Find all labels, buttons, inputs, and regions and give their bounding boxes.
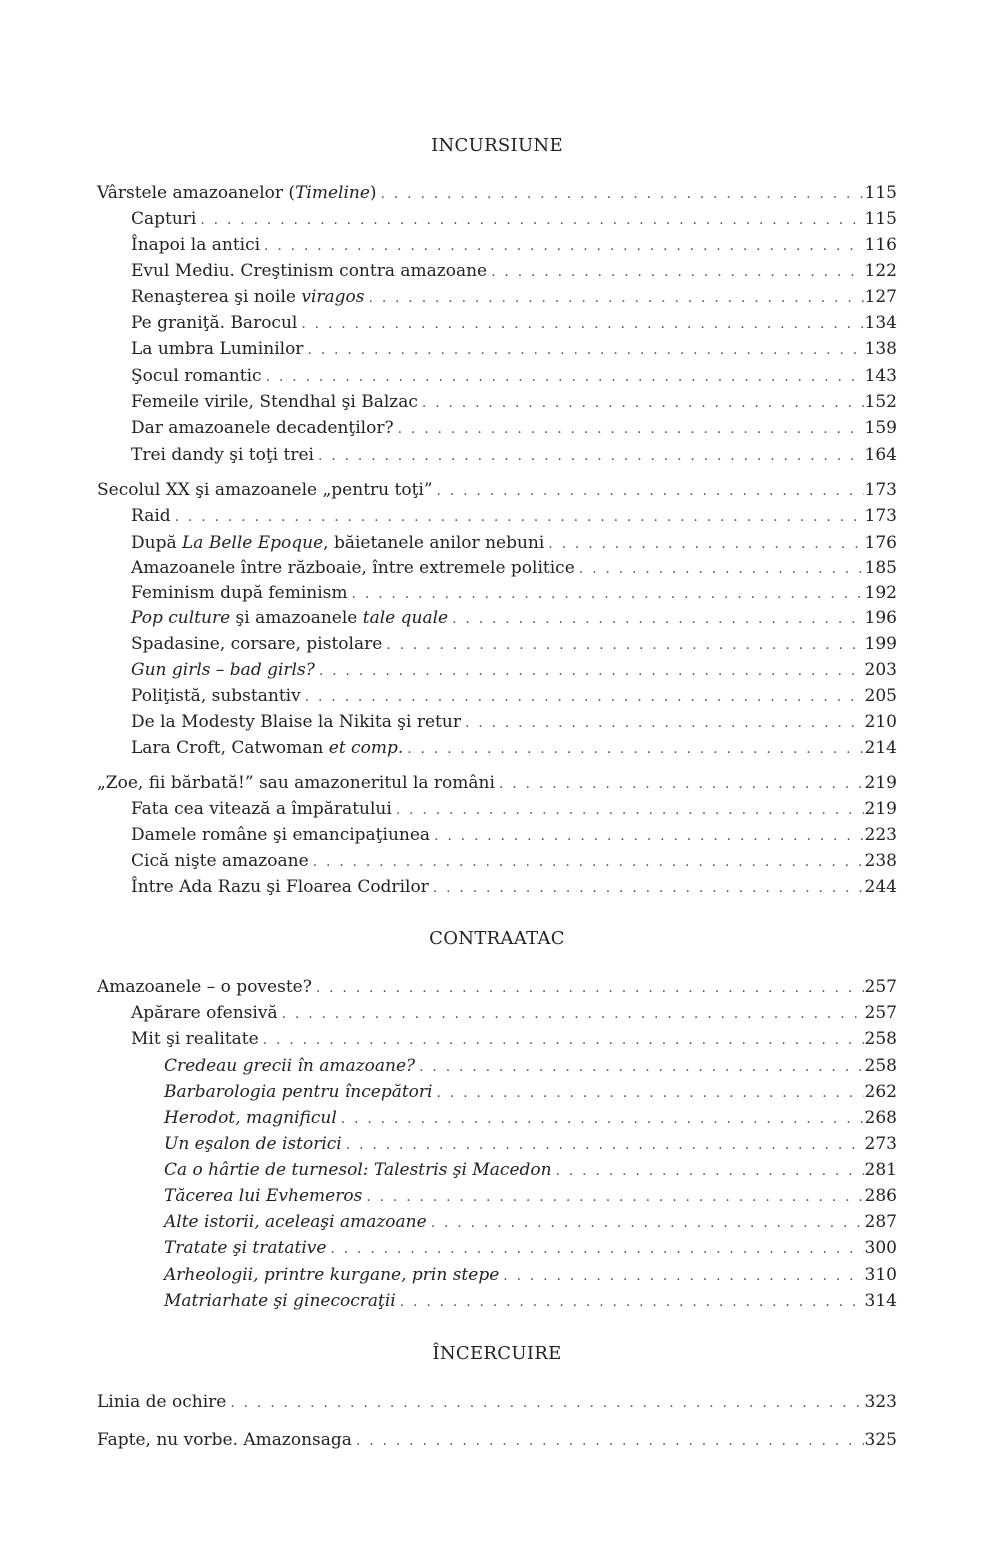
page-number: 115 [864,183,897,203]
entry-title [97,1289,396,1313]
entry-title-part: Pe graniţă. Barocul [131,313,298,333]
toc-subchapter-entry[interactable] [97,797,897,821]
page-number: 257 [864,1003,897,1023]
leader-dots [319,659,864,683]
leader-dots [346,1133,864,1157]
entry-title [97,478,433,502]
entry-title [97,1001,278,1025]
entry-title-part: De la Modesty Blaise la Nikita şi retur [131,712,461,732]
entry-title-part: ) [369,183,377,203]
entry-title-part: Cică nişte amazoane [131,851,309,871]
leader-dots [330,1237,863,1261]
leader-dots [352,582,864,606]
entry-title [97,1027,259,1051]
toc-subchapter-entry[interactable] [97,531,897,555]
leader-dots [266,365,864,389]
page-number: 196 [864,608,897,628]
entry-title-part: Tratate şi tratative [164,1238,327,1258]
entry-title [97,1054,415,1078]
entry-title-part: Apărare ofensivă [131,1003,278,1023]
page-number: 310 [864,1265,897,1285]
toc-chapter-entry[interactable] [97,771,897,795]
entry-title-part: Dar amazoanele decadenţilor? [131,418,394,438]
entry-title-part: Renaşterea şi noile [131,287,302,307]
leader-dots [419,1055,863,1079]
entry-title [97,797,392,821]
leader-dots [366,1185,863,1209]
leader-dots [431,1211,864,1235]
toc-subchapter-entry[interactable] [97,823,897,847]
entry-title-part: Fapte, nu vorbe. Amazonsaga [97,1430,352,1450]
entry-title [97,736,403,760]
leader-dots [313,850,864,874]
entry-title-part: Amazoanele – o poveste? [97,977,312,997]
entry-title-part: Tăcerea lui Evhemeros [164,1186,363,1206]
page-number: 173 [864,506,897,526]
entry-title [97,443,314,467]
leader-dots [230,1391,863,1415]
entry-title-part: Şocul romantic [131,366,262,386]
toc-subchapter-entry[interactable] [97,849,897,873]
entry-title-part: Alte istorii, aceleaşi amazoane [164,1212,427,1232]
entry-title [97,632,382,656]
leader-dots [356,1429,864,1453]
page-number: 159 [864,418,897,438]
entry-title-part: Secolul XX şi amazoanele „pentru toţi” [97,480,433,500]
page-number: 223 [864,825,897,845]
page-number: 300 [864,1238,897,1258]
leader-dots [433,876,864,900]
entry-title-italic-part: viragos [301,287,365,307]
toc-subsection-entry[interactable] [97,1289,897,1313]
toc-subsection-entry[interactable] [97,1080,897,1104]
leader-dots [400,1290,864,1314]
entry-title [97,1184,362,1208]
toc-subchapter-entry[interactable] [97,390,897,414]
leader-dots [452,607,863,631]
entry-title [97,1263,499,1287]
page-number: 138 [864,339,897,359]
page-number: 268 [864,1108,897,1128]
entry-title-part: Credeau grecii în amazoane? [164,1056,416,1076]
entry-title-part: Lara Croft, Catwoman [131,738,329,758]
entry-title [97,606,448,630]
toc-subsection-entry[interactable] [97,1184,897,1208]
toc-subchapter-entry[interactable] [97,684,897,708]
entry-title-italic-part: Timeline [295,183,370,203]
toc-subchapter-entry[interactable] [97,606,897,630]
entry-title-part: Un eşalon de istorici [164,1134,342,1154]
leader-dots [282,1002,864,1026]
entry-title-part: şi amazoanele [230,608,363,628]
entry-title [97,337,303,361]
leader-dots [386,633,863,657]
entry-title [97,975,312,999]
section-title: INCURSIUNE [431,135,563,156]
toc-subsection-entry[interactable] [97,1054,897,1078]
entry-title [97,285,365,309]
entry-title-part: Damele române şi emancipaţiunea [131,825,431,845]
toc-subchapter-entry[interactable] [97,1027,897,1051]
toc-subchapter-entry[interactable] [97,443,897,467]
page-number: 219 [864,799,897,819]
toc-subchapter-entry[interactable] [97,736,897,760]
page-number: 152 [864,392,897,412]
page-number: 185 [864,558,897,578]
entry-title [97,311,297,335]
leader-dots [465,711,864,735]
toc-subsection-entry[interactable] [97,1210,897,1234]
entry-title [97,875,429,899]
page-number: 258 [864,1029,897,1049]
toc-subchapter-entry[interactable] [97,632,897,656]
entry-title [97,504,171,528]
entry-title [97,1390,226,1414]
entry-title [97,531,544,555]
leader-dots [175,505,864,529]
leader-dots [503,1264,863,1288]
toc-subchapter-entry[interactable] [97,364,897,388]
entry-title-part: Spadasine, corsare, pistolare [131,634,383,654]
page-number: 127 [864,287,897,307]
entry-title-part: Linia de ochire [97,1392,227,1412]
entry-title [97,364,262,388]
toc-chapter-entry[interactable] [97,181,897,205]
entry-title-italic-part: et comp. [328,738,404,758]
entry-title-part: Amazoanele între războaie, între extremele politice [131,558,575,578]
leader-dots [381,182,864,206]
toc-subchapter-entry[interactable] [97,285,897,309]
entry-title-italic-part: Pop culture [131,608,231,628]
toc-subchapter-entry[interactable] [97,311,897,335]
entry-title [97,849,309,873]
entry-title-part: „Zoe, fii bărbată!” sau amazoneritul la români [97,773,495,793]
toc-subchapter-entry[interactable] [97,416,897,440]
leader-dots [200,208,863,232]
page-number: 273 [864,1134,897,1154]
toc-subsection-entry[interactable] [97,1158,897,1182]
leader-dots [499,772,864,796]
toc-subchapter-entry[interactable] [97,658,897,682]
page-number: 257 [864,977,897,997]
entry-title [97,416,394,440]
toc-subsection-entry[interactable] [97,1106,897,1130]
page-number: 210 [864,712,897,732]
entry-title [97,233,260,257]
entry-title [97,1428,352,1452]
entry-title-part: Herodot, magnificul [164,1108,337,1128]
leader-dots [307,338,863,362]
entry-title-italic-part: tale quale [362,608,449,628]
leader-dots [341,1107,864,1131]
page-number: 164 [864,445,897,465]
entry-title [97,684,301,708]
section-title: ÎNCERCUIRE [432,1343,562,1364]
page-number: 287 [864,1212,897,1232]
toc-subchapter-entry[interactable] [97,207,897,231]
leader-dots [434,824,864,848]
leader-dots [491,260,863,284]
toc-subsection-entry[interactable] [97,1236,897,1260]
toc-chapter-entry[interactable] [97,1428,897,1452]
page-number: 192 [864,583,897,603]
toc-subchapter-entry[interactable] [97,581,897,605]
leader-dots [301,312,863,336]
section-title: CONTRAATAC [429,928,565,949]
page-number: 314 [864,1291,897,1311]
leader-dots [263,1028,864,1052]
leader-dots [437,479,864,503]
page-number: 219 [864,773,897,793]
entry-title-part: Capturi [131,209,197,229]
leader-dots [579,557,864,581]
leader-dots [398,417,864,441]
entry-title [97,1210,427,1234]
page-number: 143 [864,366,897,386]
entry-title [97,259,487,283]
entry-title [97,1106,337,1130]
page-number: 286 [864,1186,897,1206]
page-number: 173 [864,480,897,500]
entry-title-part: Fata cea vitează a împăratului [131,799,392,819]
leader-dots [264,234,864,258]
entry-title-part: Înapoi la antici [131,235,261,255]
leader-dots [436,1081,863,1105]
entry-title-part: Barbarologia pentru începători [164,1082,433,1102]
toc-subsection-entry[interactable] [97,1132,897,1156]
entry-title-part: Între Ada Razu şi Floarea Codrilor [131,877,429,897]
toc-subchapter-entry[interactable] [97,710,897,734]
page-number: 214 [864,738,897,758]
entry-title-part: Femeile virile, Stendhal şi Balzac [131,392,418,412]
entry-title [97,1080,432,1104]
toc-subchapter-entry[interactable] [97,337,897,361]
entry-title-part: La umbra Luminilor [131,339,304,359]
leader-dots [316,976,864,1000]
leader-dots [548,532,863,556]
entry-title-part: Ca o hârtie de turnesol: Talestris şi Macedon [164,1160,552,1180]
entry-title-part: Vârstele amazoanelor ( [97,183,296,203]
leader-dots [305,685,864,709]
entry-title [97,771,495,795]
leader-dots [396,798,864,822]
page-number: 244 [864,877,897,897]
entry-title-part: Trei dandy şi toţi trei [131,445,314,465]
toc-chapter-entry[interactable] [97,975,897,999]
page-number: 122 [864,261,897,281]
page-number: 323 [864,1392,897,1412]
leader-dots [556,1159,864,1183]
toc-subchapter-entry[interactable] [97,556,897,580]
entry-title-part: Raid [131,506,171,526]
page-number: 199 [864,634,897,654]
entry-title-part: Mit şi realitate [131,1029,259,1049]
entry-title-italic-part: La Belle Epoque [182,533,324,553]
toc-subchapter-entry[interactable] [97,875,897,899]
page-number: 262 [864,1082,897,1102]
leader-dots [422,391,864,415]
toc-chapter-entry[interactable] [97,1390,897,1414]
page-number: 203 [864,660,897,680]
page-number: 258 [864,1056,897,1076]
toc-subsection-entry[interactable] [97,1263,897,1287]
page-number: 115 [864,209,897,229]
entry-title [97,581,348,605]
entry-title [97,181,377,205]
entry-title [97,556,575,580]
page-number: 116 [864,235,897,255]
entry-title [97,658,315,682]
entry-title [97,710,461,734]
toc-subchapter-entry[interactable] [97,259,897,283]
toc-subchapter-entry[interactable] [97,233,897,257]
entry-title [97,823,430,847]
entry-title-part: Arheologii, printre kurgane, prin stepe [164,1265,500,1285]
entry-title-part: , băietanele anilor nebuni [323,533,545,553]
entry-title [97,1158,552,1182]
leader-dots [318,444,864,468]
entry-title [97,390,418,414]
entry-title [97,1236,326,1260]
page-number: 238 [864,851,897,871]
leader-dots [369,286,864,310]
entry-title-part: Matriarhate şi ginecocraţii [164,1291,396,1311]
entry-title-part: Poliţistă, substantiv [131,686,301,706]
page-number: 205 [864,686,897,706]
toc-subchapter-entry[interactable] [97,504,897,528]
page-number: 281 [864,1160,897,1180]
entry-title-part: Evul Mediu. Creştinism contra amazoane [131,261,488,281]
entry-title-part: După [131,533,182,553]
leader-dots [407,737,863,761]
toc-chapter-entry[interactable] [97,478,897,502]
page-number: 325 [864,1430,897,1450]
page-number: 134 [864,313,897,333]
page-number: 176 [864,533,897,553]
entry-title [97,207,196,231]
entry-title-part: Feminism după feminism [131,583,348,603]
toc-subchapter-entry[interactable] [97,1001,897,1025]
entry-title-italic-part: Gun girls – bad girls? [131,660,315,680]
entry-title [97,1132,342,1156]
